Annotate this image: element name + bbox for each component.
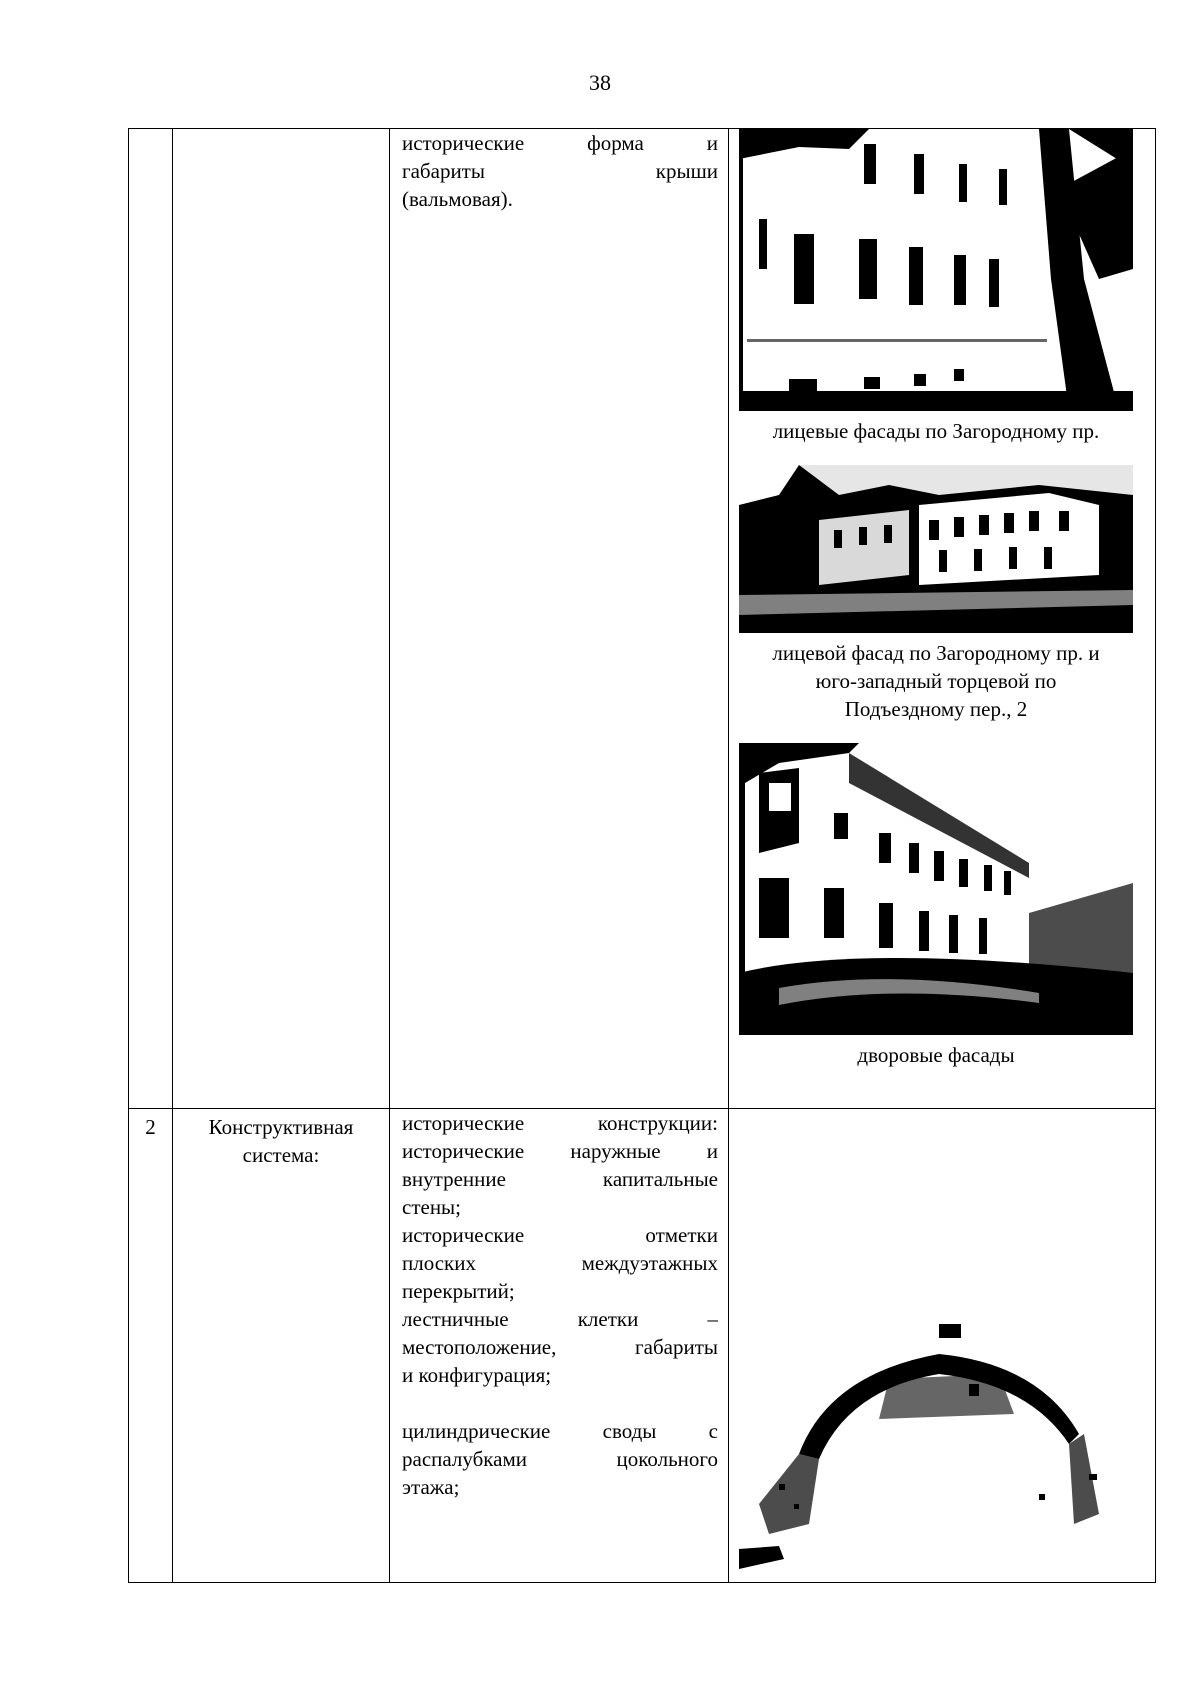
table-row: [129, 129, 1156, 1109]
description-line: цилиндрические своды с: [402, 1419, 718, 1443]
photo-caption: лицевые фасады по Загородному пр.: [772, 419, 1100, 443]
description-line: и конфигурация;: [402, 1363, 552, 1387]
description-line: габариты крыши: [402, 159, 718, 183]
description-line: стены;: [402, 1195, 462, 1219]
feature-name-line: Конструктивная: [208, 1115, 354, 1139]
description-line: исторические форма и: [402, 131, 718, 155]
courtyard-photo-icon: [739, 743, 1133, 1035]
description-line: распалубками цокольного: [402, 1447, 718, 1471]
photo-cell: [729, 1109, 1156, 1583]
table-row: [129, 1109, 1156, 1583]
feature-name-cell: [173, 1109, 390, 1583]
feature-name-cell: [173, 129, 390, 1109]
description-line: плоских междуэтажных: [402, 1251, 718, 1275]
description-line: местоположение, габариты: [402, 1335, 718, 1359]
description-line: лестничные клетки –: [402, 1307, 718, 1331]
blank-line: [402, 1389, 718, 1417]
feature-description-cell: [390, 129, 729, 1109]
row-number-cell: [129, 129, 173, 1109]
feature-name-line: система:: [242, 1143, 320, 1167]
photo-cell: [729, 129, 1156, 1109]
feature-description-cell: [390, 1109, 729, 1583]
vault-photo-icon: [739, 1324, 1133, 1574]
description-line: этажа;: [402, 1475, 460, 1499]
description-line: исторические конструкции:: [402, 1111, 718, 1135]
photo-caption: дворовые фасады: [857, 1043, 1015, 1067]
street-corner-photo-icon: [739, 465, 1133, 633]
page-number: 38: [589, 70, 611, 95]
description-line: перекрытий;: [402, 1279, 515, 1303]
facade-photo-icon: [739, 129, 1133, 411]
description-line: исторические наружные и: [402, 1139, 718, 1163]
row-number-cell: 2: [129, 1109, 173, 1583]
description-line: внутренние капитальные: [402, 1167, 718, 1191]
photo-caption: лицевой фасад по Загородному пр. и юго-западный торцевой по Подъездному пер., 2: [772, 641, 1100, 721]
protected-features-table: [128, 128, 1156, 1583]
description-line: исторические отметки: [402, 1223, 718, 1247]
description-line: (вальмовая).: [402, 187, 513, 211]
